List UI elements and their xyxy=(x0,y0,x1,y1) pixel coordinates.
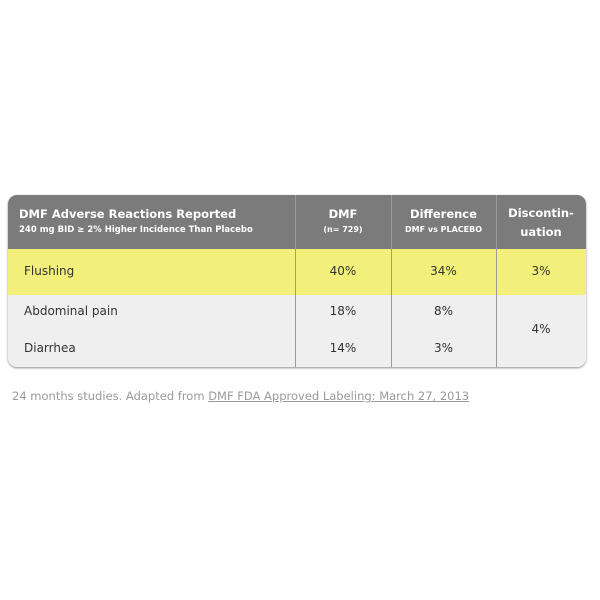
column-subheader-dmf: (n= 729) xyxy=(323,225,363,234)
table-body-rest xyxy=(8,295,586,367)
cell-flushing-discontinuation: 3% xyxy=(531,264,551,278)
cell-flushing-dmf: 40% xyxy=(329,264,357,278)
table-subtitle: 240 mg BID ≥ 2% Higher Incidence Than Placebo xyxy=(19,225,253,235)
table-header xyxy=(8,195,586,249)
row-label-flushing: Flushing xyxy=(24,264,75,278)
column-divider xyxy=(391,195,392,367)
cell-flushing-difference: 34% xyxy=(430,264,457,278)
column-divider xyxy=(496,195,497,367)
cell-merged-discontinuation: 4% xyxy=(531,322,551,336)
source-caption xyxy=(12,389,469,403)
labeling-link[interactable]: DMF FDA Approved Labeling: March 27, 2013 xyxy=(208,389,470,403)
column-header-difference: Difference xyxy=(410,207,477,221)
column-header-dmf: DMF xyxy=(328,207,358,221)
column-header-discontinuation: Discontin- uation xyxy=(508,206,574,239)
caption-text: 24 months studies. Adapted from xyxy=(12,389,209,403)
column-divider xyxy=(295,195,296,367)
row-label-diarrhea: Diarrhea xyxy=(24,341,76,355)
table-title: DMF Adverse Reactions Reported xyxy=(19,207,237,221)
table-row-flushing xyxy=(8,249,586,295)
column-subheader-difference: DMF vs PLACEBO xyxy=(405,225,482,234)
cell-abdominal-pain-dmf: 18% xyxy=(329,304,357,318)
adverse-reactions-table xyxy=(8,195,586,367)
cell-diarrhea-difference: 3% xyxy=(433,341,454,355)
row-label-abdominal-pain: Abdominal pain xyxy=(24,304,118,318)
cell-diarrhea-dmf: 14% xyxy=(329,341,357,355)
cell-abdominal-pain-difference: 8% xyxy=(433,304,454,318)
